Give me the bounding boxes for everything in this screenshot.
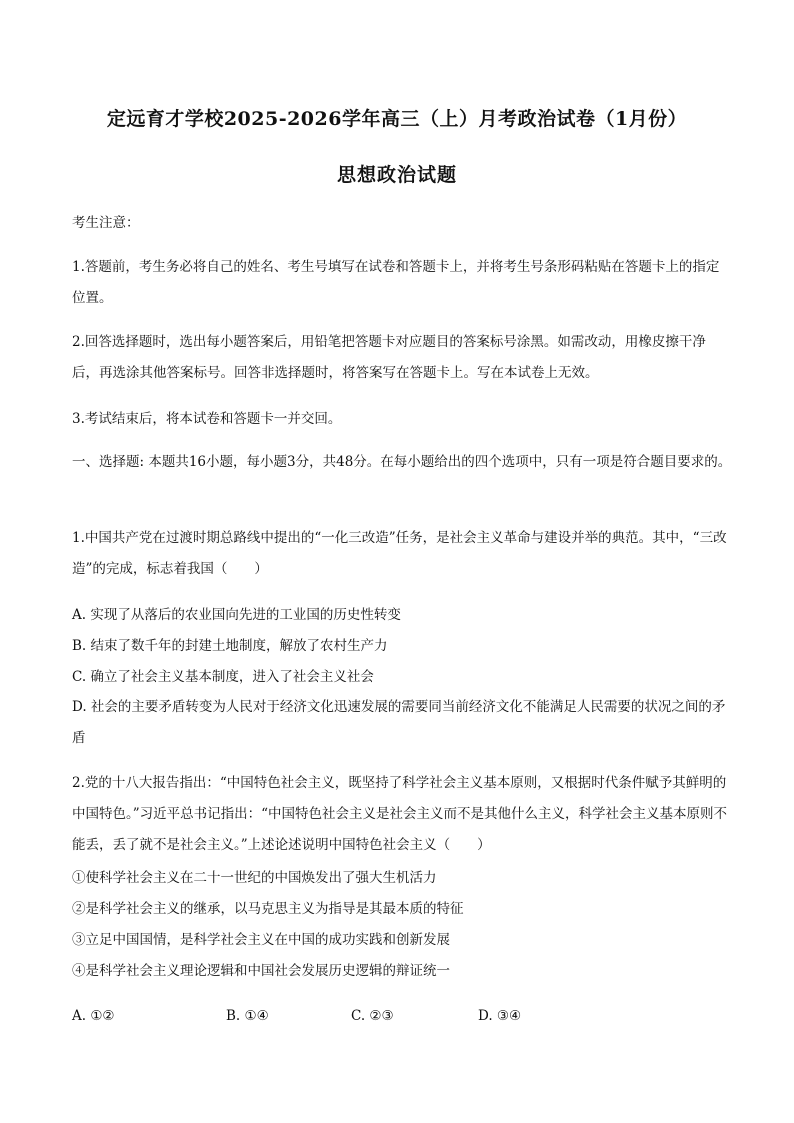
notice-item-3: 3.考试结束后，将本试卷和答题卡一并交回。 bbox=[72, 411, 342, 427]
question-2-stem: 2.党的十八大报告指出：“中国特色社会主义，既坚持了科学社会主义基本原则，又根据时代条件赋予其鲜明的中国特色。”习近平总书记指出：“中国特色社会主义是社会主义而不是其他什么主义，科学社会主义基本原则不能丢，丢了就不是社会主义。”上述论述说明中国特色社会主义（ ） bbox=[72, 775, 728, 853]
notice-item-2: 2.回答选择题时，选出每小题答案后，用铅笔把答题卡对应题目的答案标号涂黑。如需改动，用橡皮擦干净后，再选涂其他答案标号。回答非选择题时，将答案写在答题卡上。写在本试卷上无效。 bbox=[72, 334, 706, 381]
question-2-option-c: C. ②③ bbox=[351, 1008, 394, 1024]
question-2-option-a: A. ①② bbox=[72, 1008, 115, 1024]
notice-heading: 考生注意： bbox=[72, 215, 140, 231]
question-2-statement-3: ③立足中国国情，是科学社会主义在中国的成功实践和创新发展 bbox=[72, 932, 450, 948]
question-1-option-b: B. 结束了数千年的封建土地制度，解放了农村生产力 bbox=[72, 638, 388, 654]
question-2-statement-1: ①使科学社会主义在二十一世纪的中国焕发出了强大生机活力 bbox=[72, 870, 437, 886]
question-2-statement-4: ④是科学社会主义理论逻辑和中国社会发展历史逻辑的辩证统一 bbox=[72, 963, 450, 979]
notice-item-1: 1.答题前，考生务必将自己的姓名、考生号填写在试卷和答题卡上，并将考生号条形码粘贴在答题卡上的指定位置。 bbox=[72, 259, 720, 306]
question-1-option-a: A. 实现了从落后的农业国向先进的工业国的历史性转变 bbox=[72, 607, 401, 623]
question-1-option-d: D. 社会的主要矛盾转变为人民对于经济文化迅速发展的需要同当前经济文化不能满足人民需要的状况之间的矛盾 bbox=[72, 699, 726, 746]
question-2-option-b: B. ①④ bbox=[226, 1008, 269, 1024]
question-2-statement-2: ②是科学社会主义的继承，以马克思主义为指导是其最本质的特征 bbox=[72, 901, 464, 917]
question-1-stem: 1.中国共产党在过渡时期总路线中提出的“一化三改造”任务，是社会主义革命与建设并举的典范。其中，“三改造”的完成，标志着我国（ ） bbox=[72, 530, 727, 577]
section-heading: 一、选择题: 本题共16小题，每小题3分，共48分。在每小题给出的四个选项中，只有一项是符合题目要求的。 bbox=[72, 454, 732, 470]
question-2-option-d: D. ③④ bbox=[478, 1008, 522, 1024]
question-1-option-c: C. 确立了社会主义基本制度，进入了社会主义社会 bbox=[72, 669, 374, 685]
exam-title: 定远育才学校2025-2026学年高三（上）月考政治试卷（1月份） bbox=[106, 108, 688, 130]
exam-subtitle: 思想政治试题 bbox=[336, 164, 457, 186]
